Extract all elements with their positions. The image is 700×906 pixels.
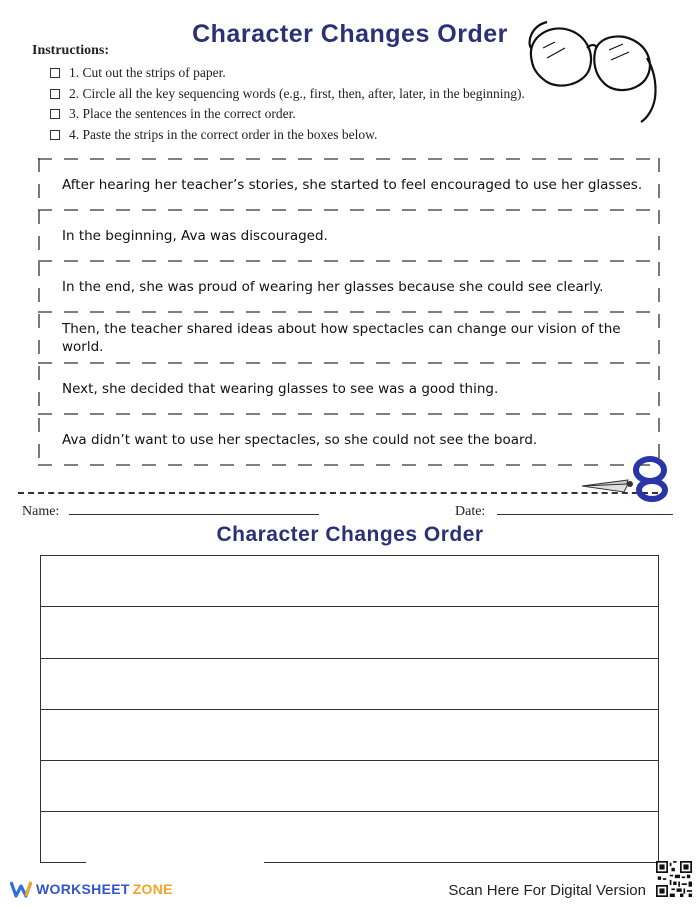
instruction-item bbox=[50, 63, 525, 84]
strip-item[interactable]: After hearing her teacher’s stories, she started to feel encouraged to use her glasses. bbox=[62, 177, 643, 193]
page-title: Character Changes Order bbox=[192, 20, 508, 48]
instruction-item bbox=[50, 125, 525, 146]
instruction-text: 2. Circle all the key sequencing words (e.g., first, then, after, later, in the beginning). bbox=[69, 85, 525, 101]
date-field[interactable] bbox=[455, 502, 673, 520]
glasses-illustration bbox=[525, 18, 665, 128]
name-field[interactable] bbox=[22, 502, 319, 520]
date-line[interactable] bbox=[497, 502, 673, 515]
name-line[interactable] bbox=[69, 502, 319, 515]
cut-line bbox=[18, 492, 658, 494]
bottom-line-right bbox=[264, 862, 659, 863]
worksheet-title: Character Changes Order bbox=[216, 523, 484, 546]
checkbox[interactable] bbox=[50, 68, 60, 78]
strip-item[interactable]: Ava didn’t want to use her spectacles, so she could not see the board. bbox=[62, 432, 538, 448]
instructions-heading: Instructions: bbox=[32, 43, 110, 58]
logo-text-worksheet: WORKSHEET bbox=[36, 881, 130, 897]
instruction-text: 1. Cut out the strips of paper. bbox=[69, 65, 226, 80]
strip-item[interactable]: In the end, she was proud of wearing her glasses because she could see clearly. bbox=[62, 279, 604, 295]
name-label: Name: bbox=[22, 504, 60, 519]
checkbox[interactable] bbox=[50, 130, 60, 140]
instructions-list bbox=[50, 63, 525, 145]
strip-item[interactable]: Then, the teacher shared ideas about how spectacles can change our vision of the world. bbox=[62, 321, 621, 355]
answer-box[interactable] bbox=[41, 812, 658, 863]
strip-item[interactable]: Next, she decided that wearing glasses to see was a good thing. bbox=[62, 381, 499, 397]
answer-box[interactable] bbox=[41, 761, 658, 812]
answer-box[interactable] bbox=[41, 659, 658, 710]
qr-code-icon[interactable] bbox=[656, 861, 692, 897]
checkbox[interactable] bbox=[50, 109, 60, 119]
answer-box[interactable] bbox=[41, 710, 658, 761]
answer-box[interactable] bbox=[41, 556, 658, 607]
strip-item[interactable]: In the beginning, Ava was discouraged. bbox=[62, 228, 328, 244]
worksheet-zone-logo[interactable] bbox=[10, 880, 173, 898]
instruction-item bbox=[50, 84, 525, 105]
date-label: Date: bbox=[455, 504, 486, 519]
instruction-text: 4. Paste the strips in the correct order in the boxes below. bbox=[69, 126, 378, 142]
checkbox[interactable] bbox=[50, 89, 60, 99]
answer-boxes bbox=[40, 555, 659, 863]
logo-text-zone: ZONE bbox=[132, 881, 173, 897]
bottom-edge-gap bbox=[86, 858, 264, 866]
scissors-icon bbox=[580, 454, 670, 502]
answer-box[interactable] bbox=[41, 607, 658, 658]
logo-w-icon bbox=[10, 880, 32, 898]
cutout-strips bbox=[38, 158, 660, 466]
bottom-line-left bbox=[40, 862, 86, 863]
instruction-item bbox=[50, 104, 525, 125]
scan-text: Scan Here For Digital Version bbox=[448, 882, 646, 899]
instruction-text: 3. Place the sentences in the correct order. bbox=[69, 106, 296, 121]
